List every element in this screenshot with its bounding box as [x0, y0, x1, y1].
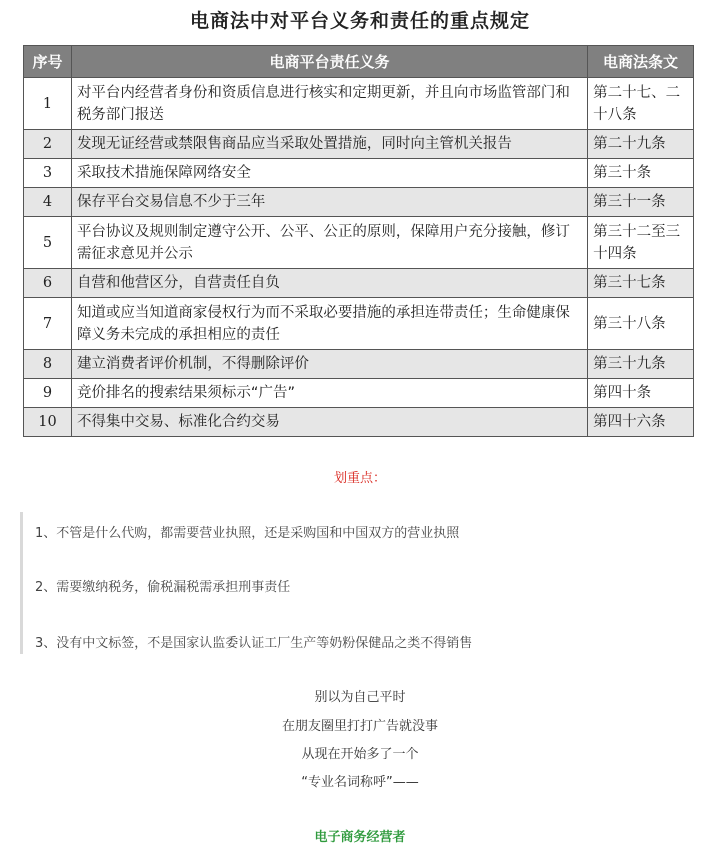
row-no: 8: [24, 350, 72, 379]
header-article: 电商法条文: [588, 46, 694, 78]
table-row: [24, 217, 694, 269]
row-no: 4: [24, 188, 72, 217]
row-no: 1: [24, 78, 72, 130]
row-duty: 保存平台交易信息不少于三年: [71, 188, 587, 217]
page-title: 电商法中对平台义务和责任的重点规定: [189, 10, 530, 32]
table-row: [24, 159, 694, 188]
row-no: 3: [24, 159, 72, 188]
header-duty: 电商平台责任义务: [71, 46, 587, 78]
closing-line-2: 在朋友圈里打打广告就没事: [281, 719, 438, 734]
row-article: 第三十条: [588, 159, 694, 188]
key-point-1: 1、不管是什么代购，都需要营业执照，还是采购国和中国双方的营业执照: [35, 526, 460, 541]
row-article: 第四十条: [588, 379, 694, 408]
table-row: [24, 269, 694, 298]
row-duty: 采取技术措施保障网络安全: [71, 159, 587, 188]
closing-line-3: 从现在开始多了一个: [301, 747, 419, 762]
table-row: [24, 408, 694, 437]
row-article: 第三十九条: [588, 350, 694, 379]
closing-line-4: “专业名词称呼”——: [301, 775, 419, 790]
table-row: [24, 78, 694, 130]
table-header-row: [24, 46, 694, 78]
row-no: 10: [24, 408, 72, 437]
closing-line-1: 别以为自己平时: [314, 690, 406, 705]
row-duty: 知道或应当知道商家侵权行为而不采取必要措施的承担连带责任；生命健康保障义务未完成的承担相应的责任: [71, 298, 587, 350]
key-point-2: 2、需要缴纳税务，偷税漏税需承担刑事责任: [35, 580, 291, 595]
row-duty: 建立消费者评价机制，不得删除评价: [71, 350, 587, 379]
table-row: [24, 298, 694, 350]
key-points-block: [20, 512, 683, 654]
row-article: 第二十九条: [588, 130, 694, 159]
row-article: 第二十七、二十八条: [588, 78, 694, 130]
table-row: [24, 188, 694, 217]
row-duty: 发现无证经营或禁限售商品应当采取处置措施，同时向主管机关报告: [71, 130, 587, 159]
row-duty: 竞价排名的搜索结果须标示“广告”: [71, 379, 587, 408]
row-no: 6: [24, 269, 72, 298]
highlight-heading: 划重点：: [333, 471, 386, 486]
header-no: 序号: [24, 46, 72, 78]
table-row: [24, 350, 694, 379]
row-article: 第三十一条: [588, 188, 694, 217]
row-duty: 自营和他营区分，自营责任自负: [71, 269, 587, 298]
row-duty: 对平台内经营者身份和资质信息进行核实和定期更新，并且向市场监管部门和税务部门报送: [71, 78, 587, 130]
row-duty: 不得集中交易、标准化合约交易: [71, 408, 587, 437]
row-article: 第三十八条: [588, 298, 694, 350]
row-no: 9: [24, 379, 72, 408]
obligations-table: [23, 45, 694, 437]
row-no: 5: [24, 217, 72, 269]
row-article: 第四十六条: [588, 408, 694, 437]
brand-name: 电子商务经营者: [314, 830, 406, 845]
table-row: [24, 130, 694, 159]
row-no: 2: [24, 130, 72, 159]
table-row: [24, 379, 694, 408]
row-no: 7: [24, 298, 72, 350]
row-article: 第三十二至三十四条: [588, 217, 694, 269]
row-duty: 平台协议及规则制定遵守公开、公平、公正的原则，保障用户充分接触，修订需征求意见并公示: [71, 217, 587, 269]
row-article: 第三十七条: [588, 269, 694, 298]
key-point-3: 3、没有中文标签，不是国家认监委认证工厂生产等奶粉保健品之类不得销售: [35, 636, 473, 651]
